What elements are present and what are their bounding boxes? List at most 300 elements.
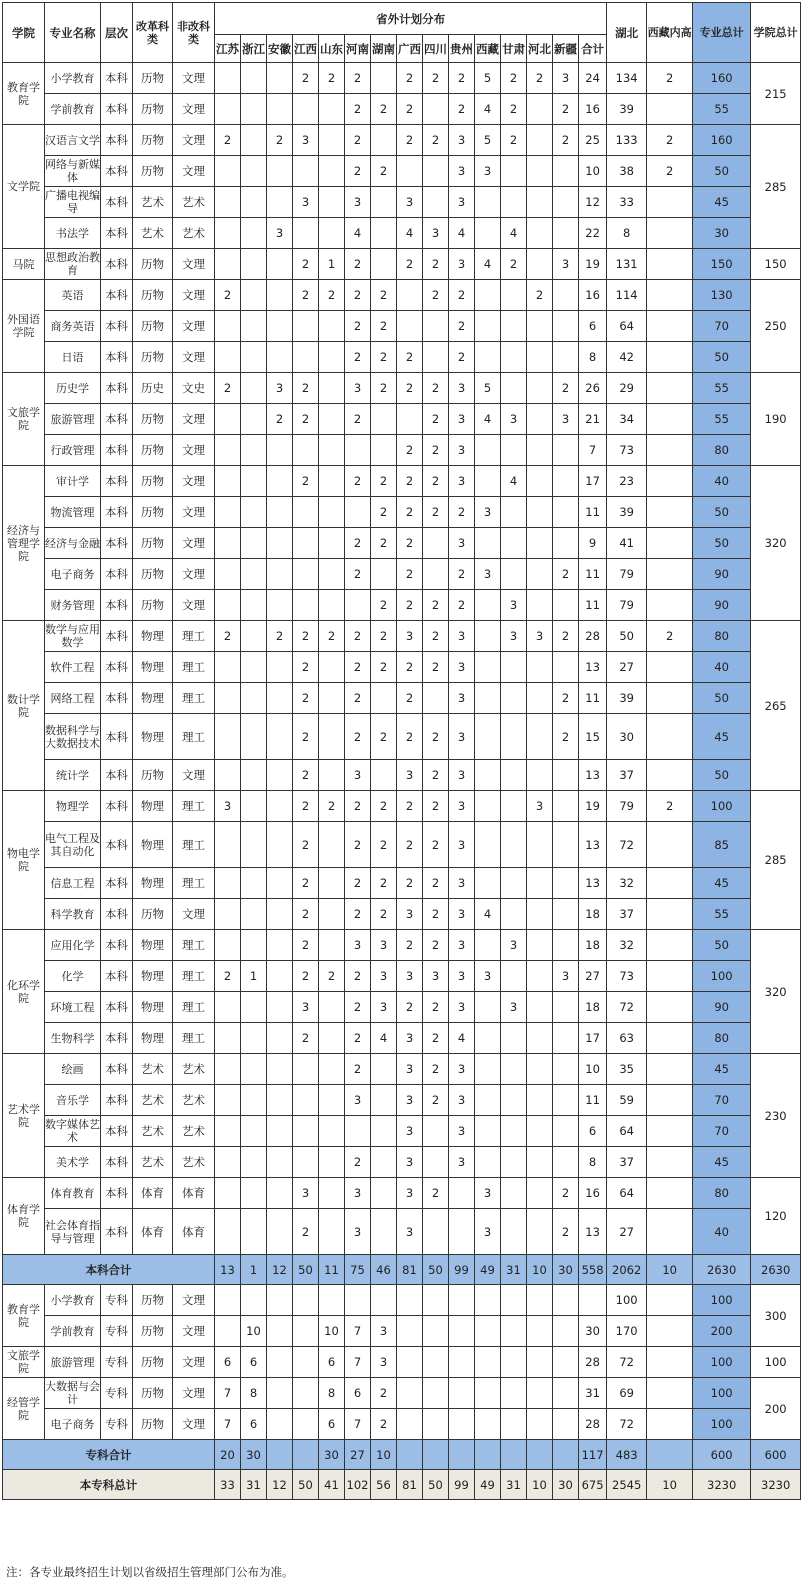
reform-subject-cell: 物理 [133,930,173,961]
province-count-cell [553,311,579,342]
table-row [3,1285,801,1316]
table-row [3,156,801,187]
nonreform-subject-cell: 理工 [173,652,215,683]
summary-province-cell: 99 [449,1470,475,1500]
hubei-count-cell: 72 [607,1409,647,1440]
province-count-cell [319,373,345,404]
province-count-cell: 28 [579,621,607,652]
province-count-cell: 2 [423,868,449,899]
province-count-cell: 2 [345,94,371,125]
province-count-cell: 2 [397,559,423,590]
summary-province-cell: 56 [371,1470,397,1500]
hubei-count-cell: 64 [607,1116,647,1147]
table-row [3,1054,801,1085]
province-count-cell [267,1378,293,1409]
province-count-cell [319,1023,345,1054]
province-count-cell: 2 [293,621,319,652]
province-count-cell: 21 [579,404,607,435]
major-name: 网络工程 [45,683,101,714]
hubei-count-cell: 39 [607,497,647,528]
province-count-cell: 2 [423,760,449,791]
major-name: 数学与应用数学 [45,621,101,652]
summary-province-cell: 31 [501,1470,527,1500]
province-count-cell: 2 [371,497,397,528]
province-count-cell [397,1409,423,1440]
tibet-count-cell [647,187,693,218]
reform-subject-cell: 艺术 [133,1147,173,1178]
tibet-count-cell: 2 [647,156,693,187]
table-row [3,187,801,218]
college-name: 数计学院 [3,621,45,791]
province-count-cell: 2 [397,497,423,528]
province-count-cell [449,1316,475,1347]
level-cell: 本科 [101,218,133,249]
province-count-cell: 2 [371,156,397,187]
college-total-cell: 120 [751,1178,801,1255]
province-count-cell: 2 [553,683,579,714]
province-count-cell: 2 [397,94,423,125]
province-count-cell: 2 [527,63,553,94]
province-count-cell [215,1316,241,1347]
province-count-cell: 2 [345,125,371,156]
province-count-cell [267,1147,293,1178]
nonreform-subject-cell: 艺术 [173,1085,215,1116]
tibet-count-cell [647,373,693,404]
province-count-cell [293,1378,319,1409]
hubei-count-cell: 79 [607,559,647,590]
province-count-cell [423,187,449,218]
province-count-cell [241,218,267,249]
nonreform-subject-cell: 文理 [173,1347,215,1378]
province-count-cell: 3 [449,791,475,822]
level-cell: 本科 [101,961,133,992]
province-count-cell [527,683,553,714]
nonreform-subject-cell: 文理 [173,404,215,435]
nonreform-subject-cell: 文史 [173,373,215,404]
province-count-cell [241,528,267,559]
level-cell: 本科 [101,187,133,218]
province-count-cell [371,559,397,590]
province-count-cell [527,961,553,992]
summary-tibet-cell: 10 [647,1255,693,1285]
enrollment-plan-table [2,2,801,1500]
hubei-count-cell: 73 [607,435,647,466]
province-count-cell [267,1409,293,1440]
summary-province-cell [397,1440,423,1470]
province-count-cell: 2 [293,1023,319,1054]
province-count-cell [371,404,397,435]
province-count-cell: 3 [449,683,475,714]
province-count-cell [241,373,267,404]
header-province: 河北 [527,35,553,63]
major-name: 化学 [45,961,101,992]
province-count-cell [501,1316,527,1347]
hubei-count-cell: 114 [607,280,647,311]
level-cell: 本科 [101,1209,133,1255]
province-count-cell: 24 [579,63,607,94]
province-count-cell [319,1285,345,1316]
summary-province-cell: 50 [293,1470,319,1500]
province-count-cell: 2 [319,63,345,94]
province-count-cell [267,961,293,992]
province-count-cell: 2 [397,590,423,621]
province-count-cell [553,1409,579,1440]
province-count-cell [241,683,267,714]
province-count-cell: 2 [423,1178,449,1209]
province-count-cell [241,714,267,760]
undergrad-total-row [3,1255,801,1285]
province-count-cell [527,590,553,621]
level-cell: 本科 [101,528,133,559]
summary-province-cell [449,1440,475,1470]
summary-major-total-cell: 600 [693,1440,751,1470]
province-count-cell [345,1116,371,1147]
province-count-cell [241,1178,267,1209]
province-count-cell: 3 [501,992,527,1023]
province-count-cell: 3 [475,497,501,528]
hubei-count-cell: 41 [607,528,647,559]
tibet-count-cell [647,528,693,559]
table-row [3,249,801,280]
province-count-cell [553,156,579,187]
major-total-cell: 50 [693,497,751,528]
province-count-cell [501,899,527,930]
reform-subject-cell: 历物 [133,1378,173,1409]
province-count-cell: 6 [345,1378,371,1409]
reform-subject-cell: 历物 [133,1347,173,1378]
province-count-cell: 2 [345,559,371,590]
major-total-cell: 130 [693,280,751,311]
province-count-cell [527,528,553,559]
summary-province-cell: 20 [215,1440,241,1470]
summary-province-cell: 99 [449,1255,475,1285]
major-total-cell: 45 [693,1147,751,1178]
province-count-cell [553,992,579,1023]
province-count-cell: 3 [501,404,527,435]
province-count-cell: 3 [397,187,423,218]
province-count-cell [527,714,553,760]
province-count-cell [267,63,293,94]
province-count-cell [501,683,527,714]
province-count-cell [501,497,527,528]
level-cell: 本科 [101,621,133,652]
nonreform-subject-cell: 文理 [173,559,215,590]
province-count-cell [475,590,501,621]
tibet-count-cell [647,961,693,992]
nonreform-subject-cell: 文理 [173,1316,215,1347]
summary-province-cell: 102 [345,1470,371,1500]
header-province: 四川 [423,35,449,63]
province-count-cell [501,1116,527,1147]
province-count-cell [449,1178,475,1209]
province-count-cell [267,1316,293,1347]
province-count-cell [475,1147,501,1178]
province-count-cell: 3 [449,156,475,187]
major-name: 物理学 [45,791,101,822]
hubei-count-cell: 37 [607,760,647,791]
province-count-cell: 3 [475,961,501,992]
tibet-count-cell [647,652,693,683]
major-name: 大数据与会计 [45,1378,101,1409]
province-count-cell [475,652,501,683]
province-count-cell [267,992,293,1023]
province-count-cell [449,1347,475,1378]
province-count-cell [527,497,553,528]
major-name: 商务英语 [45,311,101,342]
province-count-cell [267,497,293,528]
hubei-count-cell: 39 [607,94,647,125]
province-count-cell: 2 [397,528,423,559]
hubei-count-cell: 29 [607,373,647,404]
summary-label: 本专科总计 [3,1470,215,1500]
province-count-cell [397,404,423,435]
reform-subject-cell: 体育 [133,1178,173,1209]
college-total-cell: 320 [751,466,801,621]
summary-province-cell: 50 [423,1255,449,1285]
summary-major-total-cell: 2630 [693,1255,751,1285]
province-count-cell: 3 [449,404,475,435]
province-count-cell [423,94,449,125]
province-count-cell: 11 [579,497,607,528]
reform-subject-cell: 物理 [133,992,173,1023]
province-count-cell [319,868,345,899]
province-count-cell [267,930,293,961]
header-province: 安徽 [267,35,293,63]
province-count-cell: 18 [579,930,607,961]
reform-subject-cell: 物理 [133,822,173,868]
province-count-cell: 2 [371,1409,397,1440]
province-count-cell [501,1378,527,1409]
province-count-cell [319,930,345,961]
tibet-count-cell [647,1316,693,1347]
summary-province-cell: 46 [371,1255,397,1285]
province-count-cell: 12 [579,187,607,218]
province-count-cell: 3 [449,1085,475,1116]
province-count-cell [501,1054,527,1085]
province-count-cell: 2 [293,1209,319,1255]
major-total-cell: 85 [693,822,751,868]
province-count-cell [293,342,319,373]
summary-province-cell: 41 [319,1470,345,1500]
province-count-cell: 2 [371,791,397,822]
table-row [3,652,801,683]
college-name: 文旅学院 [3,1347,45,1378]
college-name: 文学院 [3,125,45,249]
province-count-cell: 2 [345,280,371,311]
major-name: 科学教育 [45,899,101,930]
province-count-cell: 2 [293,868,319,899]
major-total-cell: 80 [693,1178,751,1209]
province-count-cell: 2 [423,930,449,961]
reform-subject-cell: 历物 [133,63,173,94]
province-count-cell [501,1085,527,1116]
province-count-cell: 3 [449,621,475,652]
province-count-cell: 2 [345,1023,371,1054]
province-count-cell [241,1209,267,1255]
major-total-cell: 40 [693,652,751,683]
province-count-cell [215,652,241,683]
province-count-cell: 2 [423,652,449,683]
province-count-cell: 11 [579,590,607,621]
province-count-cell [371,760,397,791]
province-count-cell [267,156,293,187]
province-count-cell: 3 [293,992,319,1023]
province-count-cell [319,760,345,791]
nonreform-subject-cell: 文理 [173,590,215,621]
major-name: 经济与金融 [45,528,101,559]
province-count-cell: 2 [423,63,449,94]
college-name: 文旅学院 [3,373,45,466]
province-count-cell [241,930,267,961]
tibet-count-cell [647,868,693,899]
province-count-cell [553,528,579,559]
province-count-cell [423,1316,449,1347]
summary-province-cell: 50 [293,1255,319,1285]
province-count-cell: 3 [553,249,579,280]
province-count-cell [501,559,527,590]
province-count-cell [241,311,267,342]
province-count-cell [501,1409,527,1440]
reform-subject-cell: 历物 [133,1409,173,1440]
table-row [3,218,801,249]
province-count-cell: 3 [371,961,397,992]
province-count-cell [423,1409,449,1440]
province-count-cell: 2 [267,404,293,435]
province-count-cell [215,1147,241,1178]
province-count-cell: 2 [345,404,371,435]
province-count-cell [345,435,371,466]
province-count-cell [527,559,553,590]
province-count-cell: 2 [345,466,371,497]
province-count-cell [475,1023,501,1054]
major-name: 英语 [45,280,101,311]
province-count-cell: 2 [371,342,397,373]
province-count-cell [319,342,345,373]
major-name: 电子商务 [45,1409,101,1440]
province-count-cell [501,280,527,311]
province-count-cell [423,342,449,373]
reform-subject-cell: 历物 [133,249,173,280]
college-total-cell: 265 [751,621,801,791]
tibet-count-cell [647,1409,693,1440]
tibet-count-cell [647,311,693,342]
nonreform-subject-cell: 理工 [173,714,215,760]
summary-province-cell: 117 [579,1440,607,1470]
province-count-cell: 2 [371,822,397,868]
province-count-cell: 3 [501,590,527,621]
nonreform-subject-cell: 理工 [173,961,215,992]
major-name: 数字媒体艺术 [45,1116,101,1147]
province-count-cell [527,249,553,280]
province-count-cell: 17 [579,1023,607,1054]
tibet-count-cell: 2 [647,791,693,822]
tibet-count-cell [647,930,693,961]
province-count-cell [553,1147,579,1178]
province-count-cell: 9 [579,528,607,559]
province-count-cell [293,1085,319,1116]
table-row [3,280,801,311]
college-name: 化环学院 [3,930,45,1054]
tibet-count-cell [647,1147,693,1178]
level-cell: 本科 [101,342,133,373]
province-count-cell: 2 [293,404,319,435]
major-name: 旅游管理 [45,1347,101,1378]
province-count-cell: 2 [397,992,423,1023]
province-count-cell [319,1178,345,1209]
footnote: 注：各专业最终招生计划以省级招生管理部门公布为准。 [6,1565,294,1579]
province-count-cell: 3 [423,961,449,992]
province-count-cell [527,311,553,342]
level-cell: 本科 [101,497,133,528]
province-count-cell [267,466,293,497]
province-count-cell: 3 [449,435,475,466]
province-count-cell: 10 [579,156,607,187]
tibet-count-cell [647,218,693,249]
province-count-cell: 18 [579,899,607,930]
major-total-cell: 50 [693,342,751,373]
province-count-cell: 11 [579,559,607,590]
major-total-cell: 100 [693,1285,751,1316]
province-count-cell [371,1147,397,1178]
province-count-cell [241,760,267,791]
nonreform-subject-cell: 文理 [173,94,215,125]
province-count-cell [241,1085,267,1116]
province-count-cell [215,311,241,342]
summary-province-cell: 12 [267,1255,293,1285]
table-row [3,868,801,899]
province-count-cell: 2 [293,373,319,404]
college-total-cell: 150 [751,249,801,280]
college-name: 马院 [3,249,45,280]
province-count-cell: 2 [423,714,449,760]
level-cell: 本科 [101,249,133,280]
province-count-cell: 2 [397,373,423,404]
province-count-cell [527,435,553,466]
tibet-count-cell [647,1116,693,1147]
province-count-cell: 3 [371,1347,397,1378]
nonreform-subject-cell: 理工 [173,683,215,714]
province-count-cell [501,961,527,992]
college-total-cell: 215 [751,63,801,125]
table-row [3,899,801,930]
province-count-cell: 4 [475,94,501,125]
major-name: 信息工程 [45,868,101,899]
college-name: 经管学院 [3,1378,45,1440]
reform-subject-cell: 历史 [133,373,173,404]
tibet-count-cell [647,435,693,466]
province-count-cell [267,1054,293,1085]
province-count-cell: 2 [397,435,423,466]
summary-province-cell: 30 [319,1440,345,1470]
province-count-cell: 2 [319,961,345,992]
province-count-cell [527,1409,553,1440]
province-count-cell: 2 [553,1209,579,1255]
province-count-cell: 7 [345,1347,371,1378]
province-count-cell [215,94,241,125]
tibet-count-cell [647,992,693,1023]
major-name: 小学教育 [45,63,101,94]
major-total-cell: 70 [693,311,751,342]
province-count-cell [215,404,241,435]
province-count-cell [267,1178,293,1209]
province-count-cell: 2 [501,125,527,156]
college-total-cell: 320 [751,930,801,1054]
hubei-count-cell: 100 [607,1285,647,1316]
table-row [3,683,801,714]
province-count-cell [475,1378,501,1409]
province-count-cell [527,218,553,249]
table-row [3,1209,801,1255]
